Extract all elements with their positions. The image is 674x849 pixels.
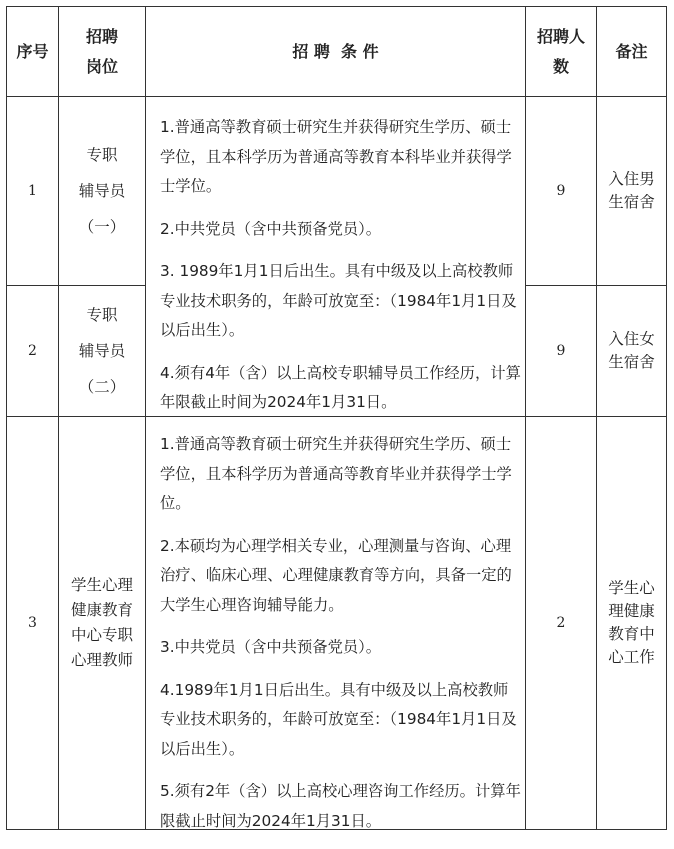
condition-item: 1.普通高等教育硕士研究生并获得研究生学历、硕士学位，且本科学历为普通高等教育本科毕业并获得学士学位。	[160, 118, 512, 195]
row2-seq	[6, 286, 59, 416]
header-conditions-label: 招 聘 条 件	[292, 41, 379, 61]
row2-remark-line: 入住女	[608, 330, 655, 348]
row3-count	[526, 417, 596, 829]
row2-count-value: 9	[556, 343, 566, 359]
row3-remark-line: 心工作	[608, 648, 655, 666]
header-remark-label: 备注	[615, 41, 648, 61]
row3-remark-line: 理健康	[608, 602, 655, 620]
header-post-line1: 招聘	[85, 26, 118, 46]
row1-count-value: 9	[556, 183, 566, 199]
row1-count	[526, 97, 596, 285]
header-count-line1: 招聘人	[536, 26, 585, 46]
row1-post-line: （一）	[78, 218, 126, 236]
row2-post-line: 专职	[86, 306, 118, 324]
col-divider	[145, 6, 146, 830]
header-seq	[6, 6, 59, 97]
row2-post-line: 辅导员	[78, 342, 126, 360]
row3-post	[59, 417, 145, 829]
header-count	[526, 6, 596, 97]
header-seq-label: 序号	[16, 41, 49, 61]
row1-seq-value: 1	[28, 183, 37, 199]
row1-remark	[597, 97, 666, 285]
row1-seq	[6, 97, 59, 285]
condition-item: 2.中共党员（含中共预备党员）。	[160, 219, 382, 238]
row2-seq-value: 2	[28, 343, 37, 359]
condition-item: 3.中共党员（含中共预备党员）。	[160, 638, 382, 656]
row3-post-line: 健康教育	[70, 601, 133, 619]
conditions-rows-1-2	[160, 113, 527, 431]
row3-seq	[6, 417, 59, 829]
row2-count	[526, 286, 596, 416]
row3-remark-line: 学生心	[608, 579, 655, 597]
condition-item: 4.1989年1月1日后出生。具有中级及以上高校教师专业技术职务的，年龄可放宽至：（1984年1月1日及以后出生）。	[160, 680, 517, 758]
row1-post-line: 辅导员	[78, 182, 126, 200]
condition-item: 4.须有4年（含）以上高校专职辅导员工作经历，计算年限截止时间为2024年1月31日。	[160, 363, 521, 411]
row3-remark-line: 教育中	[608, 625, 655, 643]
row2-remark	[597, 286, 666, 416]
conditions-row-3	[160, 430, 527, 849]
row3-post-line: 中心专职	[70, 626, 133, 644]
border-right	[666, 6, 667, 830]
row1-post-line: 专职	[86, 146, 118, 164]
row2-post-line: （二）	[78, 378, 126, 396]
row3-remark	[597, 417, 666, 829]
condition-item: 2.本硕均为心理学相关专业，心理测量与咨询、心理治疗、临床心理、心理健康教育等方向，具备一定的大学生心理咨询辅导能力。	[160, 536, 512, 614]
row3-post-line: 学生心理	[70, 576, 133, 594]
header-remark	[597, 6, 666, 97]
row3-post-line: 心理教师	[70, 651, 133, 669]
row2-remark-line: 生宿舍	[608, 353, 655, 371]
row1-post	[59, 97, 145, 285]
header-post	[59, 6, 145, 97]
row1-remark-line: 生宿舍	[608, 193, 655, 211]
row2-post	[59, 286, 145, 416]
header-count-line2: 数	[552, 56, 569, 76]
condition-item: 1.普通高等教育硕士研究生并获得研究生学历、硕士学位，且本科学历为普通高等教育毕业并获得学士学位。	[160, 435, 512, 512]
recruitment-table	[6, 6, 667, 830]
row3-count-value: 2	[556, 615, 566, 631]
header-post-line2: 岗位	[85, 56, 118, 76]
header-conditions	[146, 6, 525, 97]
condition-item: 5.须有2年（含）以上高校心理咨询工作经历。计算年限截止时间为2024年1月31日。	[160, 782, 521, 830]
row1-remark-line: 入住男	[608, 170, 655, 188]
row3-seq-value: 3	[28, 615, 37, 631]
condition-item: 3. 1989年1月1日后出生。具有中级及以上高校教师专业技术职务的，年龄可放宽至：（1984年1月1日及以后出生）。	[160, 262, 517, 339]
